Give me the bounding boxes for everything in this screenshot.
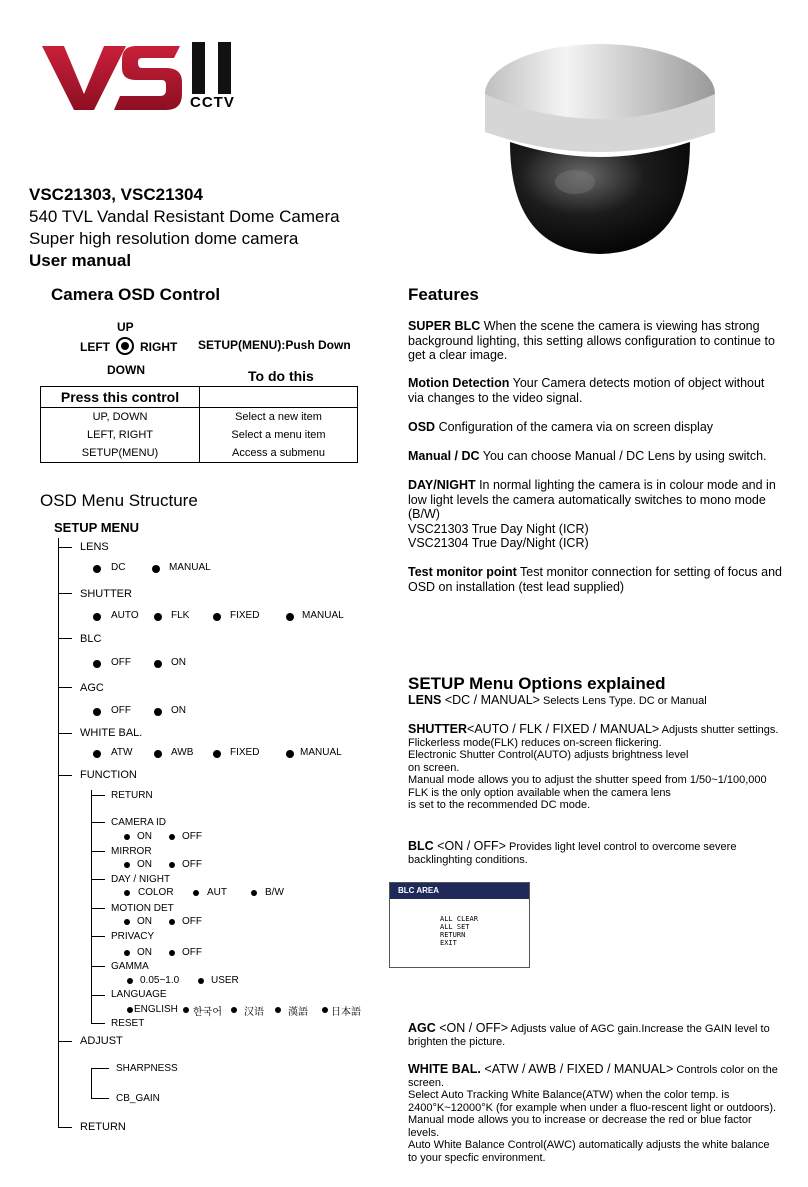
menu-adjust: ADJUST <box>80 1035 123 1047</box>
logo-cctv: CCTV <box>190 94 235 111</box>
menu-blc: BLC <box>80 633 102 645</box>
menu-sharpness: SHARPNESS <box>116 1063 178 1074</box>
osd-control-table <box>40 386 358 463</box>
menu-cb-gain: CB_GAIN <box>116 1093 160 1104</box>
feature-motion-detection: Motion Detection Your Camera detects motion of object without via changes to the video signal. <box>408 376 765 405</box>
feature-test-monitor: Test monitor point Test monitor connection for setting of focus and OSD on installation (test lead supplied) <box>408 565 782 594</box>
brand-logo <box>42 38 272 128</box>
menu-gamma: GAMMA <box>111 961 149 972</box>
dome-camera-image <box>470 22 730 262</box>
menu-agc: AGC <box>80 682 104 694</box>
setup-explained-heading: SETUP Menu Options explained <box>408 674 666 693</box>
menu-function-return: RETURN <box>111 790 153 801</box>
menu-motion-det: MOTION DET <box>111 903 174 914</box>
joystick-icon <box>116 337 134 355</box>
todo-heading: To do this <box>248 368 314 384</box>
menu-reset: RESET <box>111 1018 145 1029</box>
title-line3: User manual <box>29 251 132 270</box>
dir-up: UP <box>117 320 134 334</box>
menu-camera-id: CAMERA ID <box>111 817 167 828</box>
model-numbers: VSC21303, VSC21304 <box>29 185 203 204</box>
menu-return: RETURN <box>80 1121 126 1133</box>
menu-lens: LENS <box>80 541 109 553</box>
setup-note: SETUP(MENU):Push Down <box>198 338 351 352</box>
explain-shutter: SHUTTER<AUTO / FLK / FIXED / MANUAL> Adjusts shutter settings. Flickerless mode(FLK) reduces on-screen flickering. Electronic Shutter Control(AUTO) adjusts brightness level on screen. Manual mode allows you to adjust the shutter speed from 1/50~1/100,000 FLK is the only option available when the camera lens is set to the recommended DC mode. <box>408 722 779 811</box>
menu-shutter: SHUTTER <box>80 588 132 600</box>
explain-lens: LENS <DC / MANUAL> Selects Lens Type. DC or Manual <box>408 693 707 707</box>
menu-privacy: PRIVACY <box>111 931 155 942</box>
feature-super-blc: SUPER BLC When the scene the camera is viewing has strong background lighting, this setting allows configuration to continue to get a clear image. <box>408 319 775 362</box>
daynight-model1: VSC21303 True Day Night (ICR) <box>408 521 589 536</box>
title-line2: Super high resolution dome camera <box>29 229 299 248</box>
menu-function: FUNCTION <box>80 769 137 781</box>
blc-area-osd-screenshot: BLC AREA ALL CLEAR ALL SET RETURN EXIT <box>389 882 530 968</box>
menu-day-night: DAY / NIGHT <box>111 874 171 885</box>
explain-agc: AGC <ON / OFF> Adjusts value of AGC gain.Increase the GAIN level to brighten the picture. <box>408 1021 770 1048</box>
dir-right: RIGHT <box>140 340 178 354</box>
daynight-model2: VSC21304 True Day/Night (ICR) <box>408 536 589 550</box>
menu-white-bal: WHITE BAL. <box>80 727 143 739</box>
menu-mirror: MIRROR <box>111 846 152 857</box>
blc-area-title: BLC AREA <box>390 883 529 899</box>
feature-osd: OSD Configuration of the camera via on screen display <box>408 420 714 434</box>
dir-left: LEFT <box>80 340 110 354</box>
dir-down: DOWN <box>107 363 145 377</box>
explain-blc: BLC <ON / OFF> Provides light level control to overcome severe backlinghting conditions. <box>408 839 737 866</box>
feature-manual-dc: Manual / DC You can choose Manual / DC Lens by using switch. <box>408 449 767 463</box>
title-line1: 540 TVL Vandal Resistant Dome Camera <box>29 207 340 226</box>
setup-menu-root: SETUP MENU <box>54 520 139 535</box>
osd-control-heading: Camera OSD Control <box>51 285 221 304</box>
features-heading: Features <box>408 285 479 304</box>
feature-day-night: DAY/NIGHT In normal lighting the camera is in colour mode and in low light levels the camera automatically switches to mono mode (B/W) VSC21303 True Day Night (ICR) VSC21304 True Day/Night (ICR) <box>408 478 783 551</box>
table-header: Press this control <box>41 387 200 408</box>
table-row: SETUP(MENU) Access a submenu <box>41 444 358 463</box>
document-title <box>29 184 340 272</box>
menu-structure-heading: OSD Menu Structure <box>40 491 198 510</box>
table-row: LEFT, RIGHT Select a menu item <box>41 426 358 444</box>
explain-white-bal: WHITE BAL. <ATW / AWB / FIXED / MANUAL> Controls color on the screen. Select Auto Tracking White Balance(ATW) when the color temp. is 2400°K~12000°K (for example when under a fluo-rescent light or outdoors). Manual mode allows you to increase or decrease the red or blue factor levels. Auto White Balance Control(AWC) automatically adjusts the white balance to your specfic environment. <box>408 1062 778 1164</box>
menu-language: LANGUAGE <box>111 989 167 1000</box>
table-row: UP, DOWN Select a new item <box>41 408 358 427</box>
